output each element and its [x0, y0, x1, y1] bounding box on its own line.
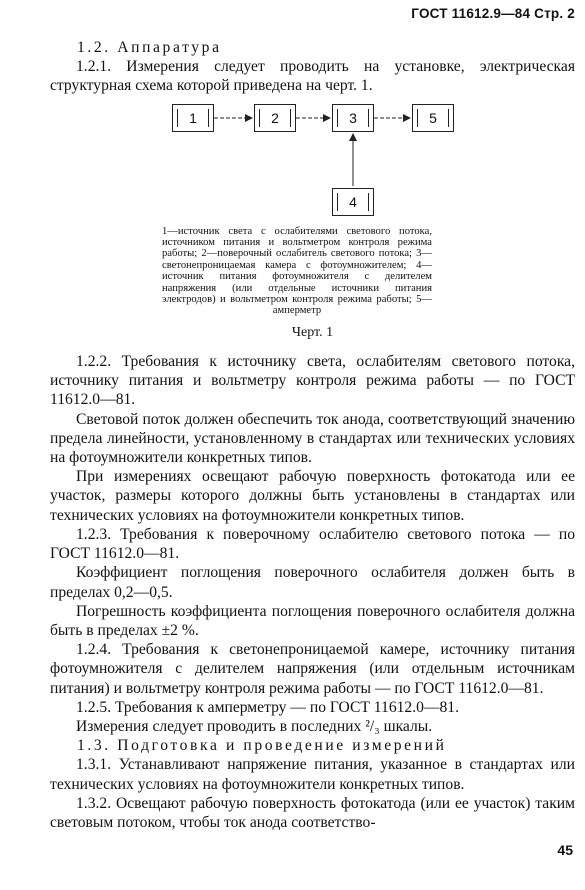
running-header: ГОСТ 11612.9—84 Стр. 2	[411, 6, 575, 21]
paragraph-1-3-2: 1.3.2. Освещают рабочую поверхность фотокатода (или ее участок) таким световым потоком, чтобы ток анода соответство-	[50, 794, 575, 831]
diagram-box-5: 5	[412, 104, 454, 132]
block-diagram	[50, 102, 575, 222]
paragraph-1-2-4: 1.2.4. Требования к светонепроницаемой камере, источнику питания фотоумножителя с делителем напряжения (или отдельным источникам питания) и вольтметру контроля режима работы — по ГОСТ 11612.0—81.	[50, 641, 575, 697]
diagram-box-2: 2	[254, 104, 296, 132]
section-heading-1-2: 1.2. Аппаратура	[77, 39, 222, 56]
paragraph-1-3-1: 1.3.1. Устанавливают напряжение питания, указанное в стандартах или технических условиях на фотоумножители конкретных типов.	[50, 756, 575, 793]
paragraph-1-2-2: 1.2.2. Требования к источнику света, ослабителям светового потока, источнику питания и вольтметру контроля режима работы — по ГОСТ 11612.0—81.	[50, 353, 575, 409]
diagram-arrows	[50, 102, 575, 222]
diagram-box-4: 4	[332, 188, 374, 216]
diagram-box-1: 1	[172, 104, 214, 132]
paragraph-1-2-3: 1.2.3. Требования к поверочному ослабителю светового потока — по ГОСТ 11612.0—81.	[50, 525, 575, 563]
paragraph-scale: Измерения следует проводить в последних ²/₃ шкалы.	[76, 717, 433, 735]
diagram-title: Черт. 1	[291, 324, 334, 340]
diagram-legend: 1—источник света с ослабителями светового потока, источником питания и вольтметром контроля режима работы; 2—поверочный ослабитель светового потока; 3—светонепроницаемая камера с фотоумножителем; 4—источник питания фотоумножителя с делителем напряжения (или отдельные источники питания электродов) и вольтметром контроля режима работы; 5—амперметр	[162, 225, 432, 317]
page-body	[50, 38, 575, 832]
paragraph-photocathode-area: При измерениях освещают рабочую поверхность фотокатода или ее участок, размеры которого должны быть установлены в стандартах или технических условиях на фотоумножители конкретных типов.	[50, 468, 575, 524]
paragraph-absorption-coef: Коэффициент поглощения поверочного ослабителя должен быть в пределах 0,2—0,5.	[50, 564, 575, 601]
paragraph-light-flux: Световой поток должен обеспечить ток анода, соответствующий значению предела линейности, установленному в стандартах или технических условиях на фотоумножители конкретных типов.	[50, 410, 575, 467]
paragraph-1-2-1: 1.2.1. Измерения следует проводить на установке, электрическая структурная схема которой приведена на черт. 1.	[50, 58, 575, 95]
paragraph-coef-error: Погрешность коэффициента поглощения поверочного ослабителя должна быть в пределах ±2 %.	[50, 602, 575, 639]
page-number: 45	[557, 842, 573, 858]
paragraph-1-2-5: 1.2.5. Требования к амперметру — по ГОСТ 11612.0—81.	[76, 698, 459, 716]
section-heading-1-3: 1.3. Подготовка и проведение измерений	[77, 737, 447, 755]
diagram-box-3: 3	[332, 104, 374, 132]
